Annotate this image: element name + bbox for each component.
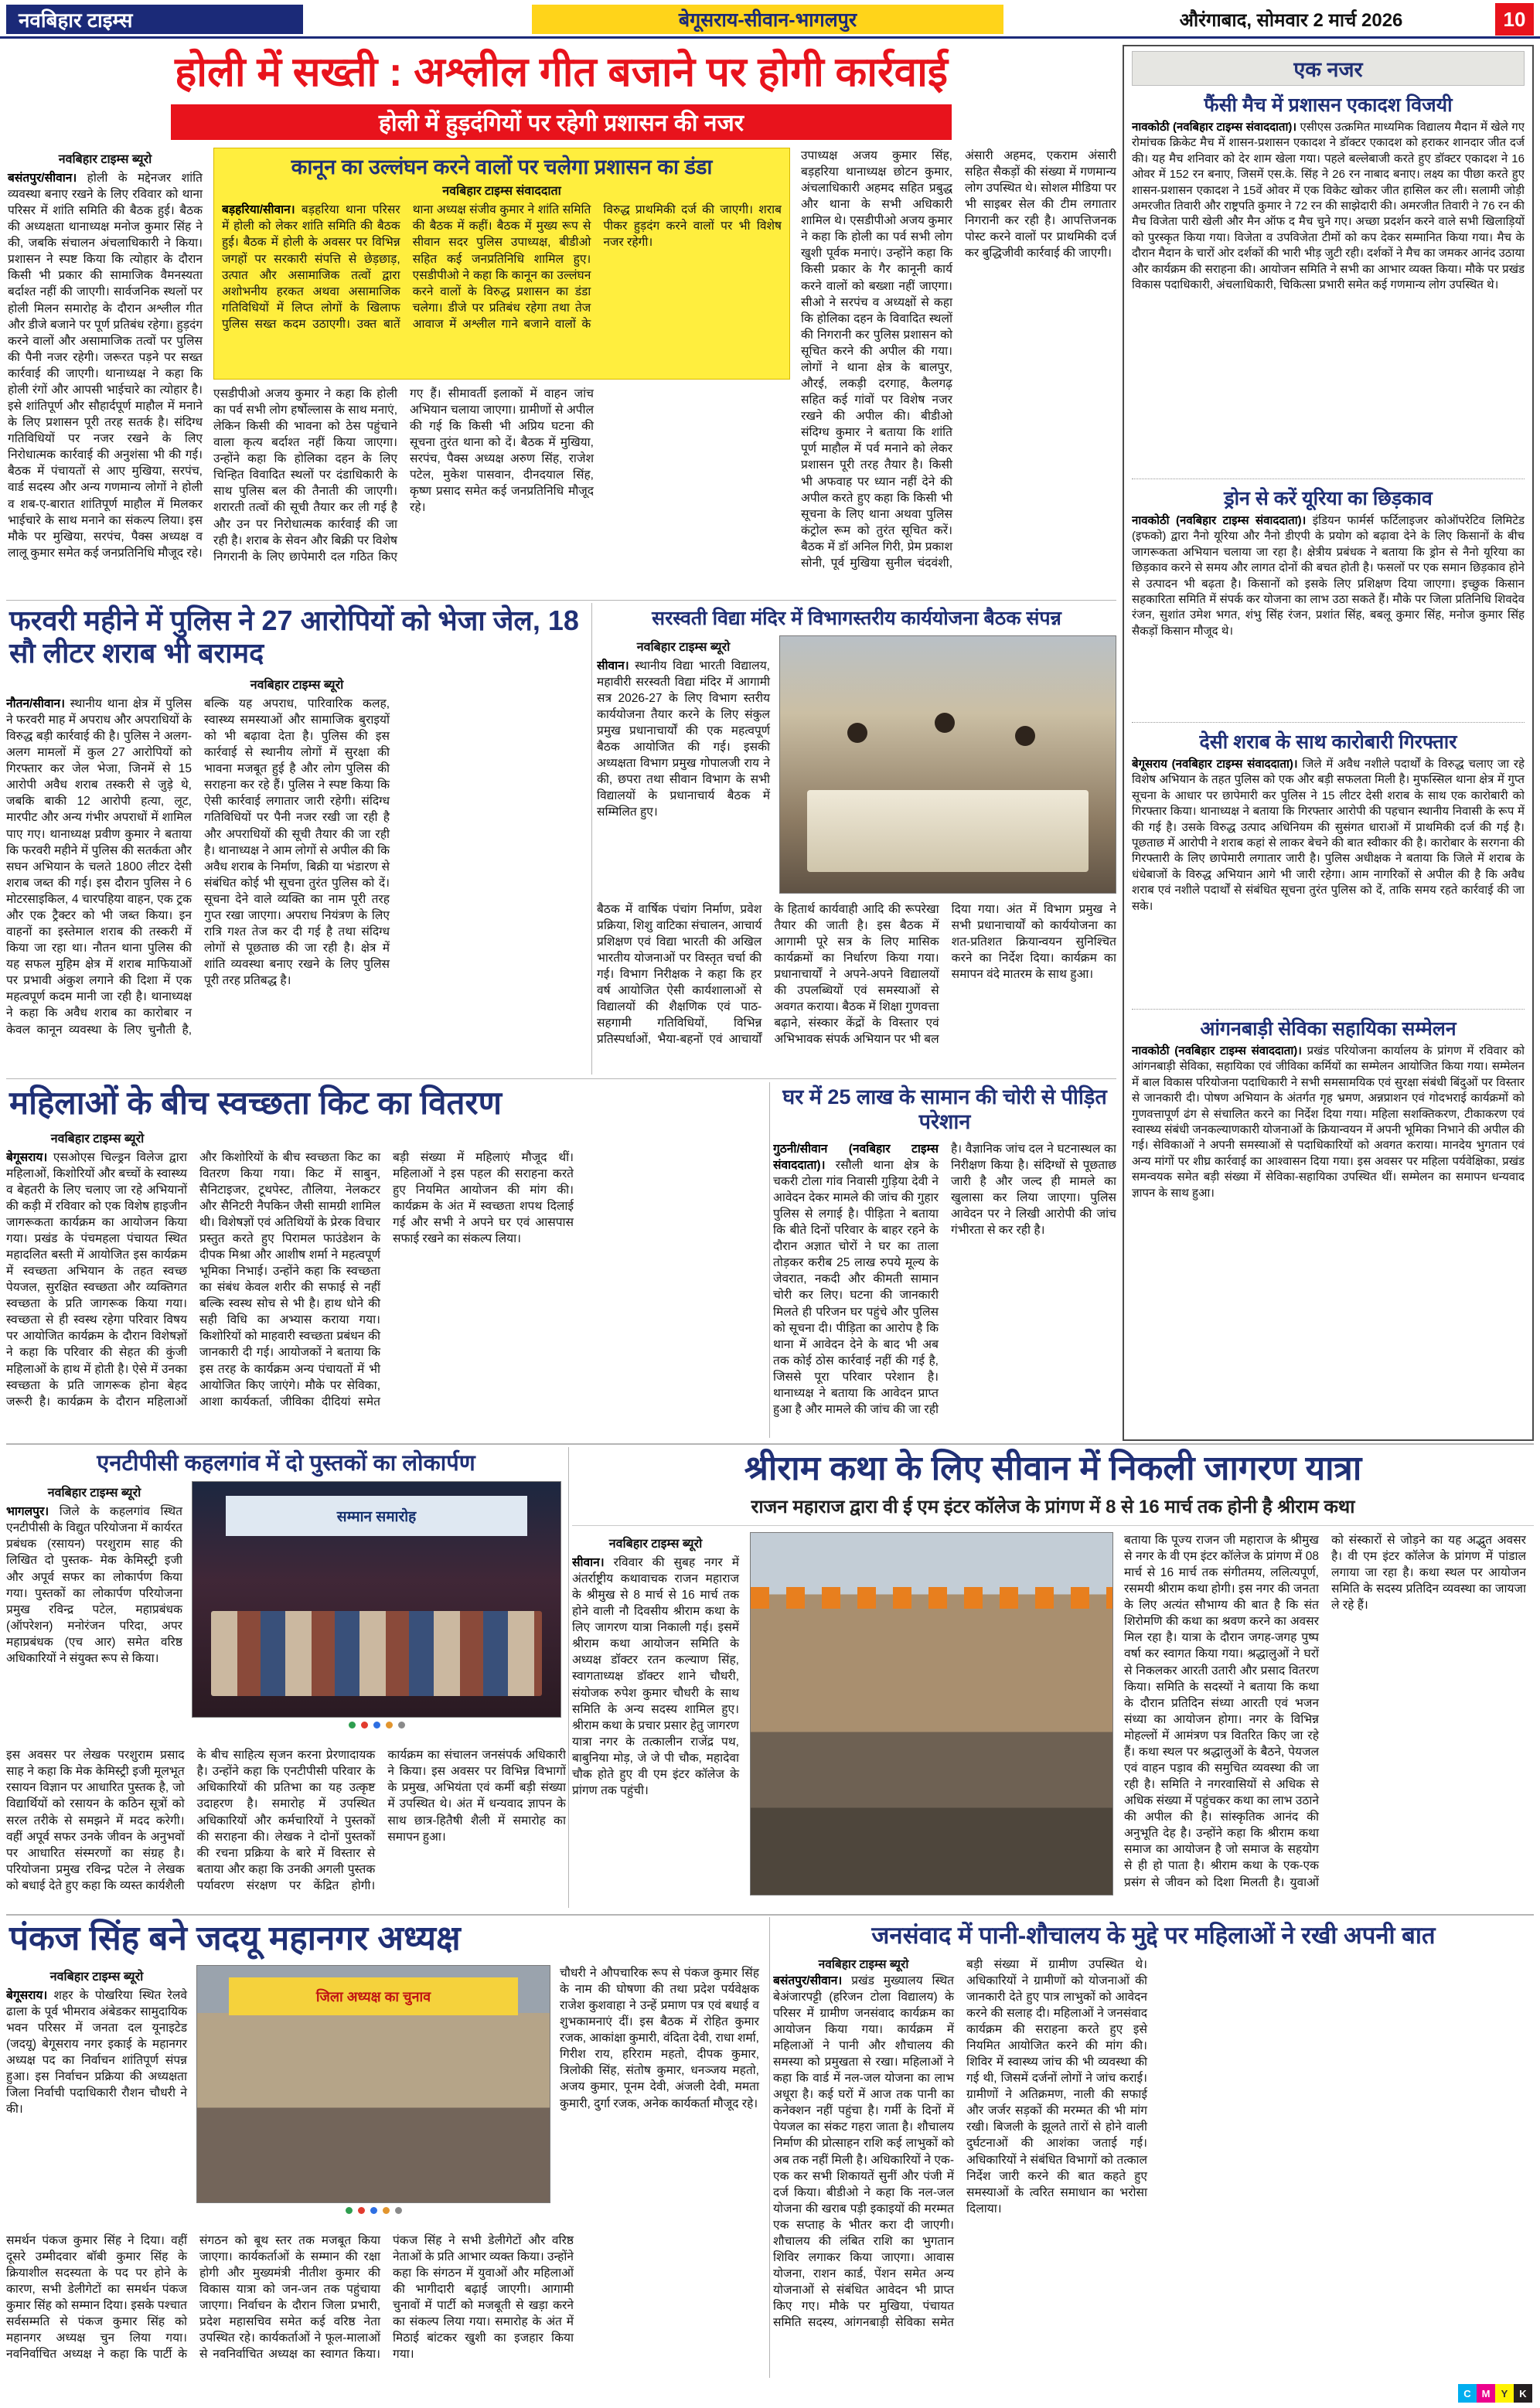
lead-subhead: होली में हुड़दंगियों पर रहेगी प्रशासन की नजर — [378, 111, 744, 137]
ek-najar-sidebar — [1123, 45, 1534, 1441]
body-copy: प्रखंड परियोजना कार्यालय के प्रांगण में रविवार को आंगनबाड़ी सेविका, सहायिका एवं जीविका कर्मियों का सम्मेलन आयोजित किया गया। सम्मेलन में बाल विकास परियोजना पदाधिकारी ने सभी समसामयिक एवं सुरक्षा संबंधी बिंदुओं पर विस्तार से जानकारी दी। पोषण अभियान के अंतर्गत गृह भ्रमण, अन्नप्राशन एवं गोदभराई कार्यक्रमों को गुणवत्तापूर्ण ढंग से संचालित करने का निर्देश दिया गया। महिला सशक्तिकरण, टीकाकरण एवं स्वास्थ्य संबंधी जनकल्याणकारी योजनाओं के क्रियान्वयन में अपनी भूमिका निभाने की अपील की गई। सेविकाओं ने अपनी समस्याओं से पदाधिकारियों को अवगत कराया। मानदेय भुगतान एवं अन्य मांगों पर शीघ्र कार्रवाई का आश्वासन दिया गया। इस अवसर पर महिला पर्यवेक्षिका, प्रखंड समन्वयक समेत बड़ी संख्या में सेविका-सहायिका उपस्थित थीं। सम्मेलन का समापन धन्यवाद ज्ञापन के साथ हुआ। — [1132, 1044, 1525, 1200]
article-law-box — [213, 148, 790, 380]
article-headline: पंकज सिंह बने जदयू महानगर अध्यक्ष — [9, 1919, 461, 1957]
body-copy: रसौली थाना क्षेत्र के चकरी टोला गांव निवासी गुड़िया देवी ने आवेदन देकर मामले की जांच की गुहार पुलिस से लगाई है। पीड़िता ने बताया कि बीते दिनों परिवार के बाहर रहने के दौरान अज्ञात चोरों ने घर का ताला तोड़कर करीब 25 लाख रुपये मूल्य के जेवरात, नकदी और कीमती सामान चोरी कर लिए। घटना की जानकारी मिलते ही परिजन घर पहुंचे और पुलिस को सूचना दी। पीड़िता का आरोप है कि थाना में आवेदन देने के बाद भी अब तक कोई ठोस कार्रवाई नहीं की गई है, जिससे पूरा परिवार परेशान है। थानाध्यक्ष ने बताया कि आवेदन प्राप्त हुआ है और मामले की जांच की जा रही है। वैज्ञानिक जांच दल ने घटनास्थल का निरीक्षण किया है। संदिग्धों से पूछताछ जारी है और जल्द ही मामले का खुलासा कर लिया जाएगा। पुलिस आवेदन पर ने लिखी आरोपी की जांच गंभीरता से कर रही है। — [773, 1142, 1116, 1416]
photo-people-shape — [211, 1611, 542, 1695]
divider — [591, 603, 592, 1075]
article-body — [597, 658, 770, 821]
article-body — [6, 696, 390, 1042]
byline: नवबिहार टाइम्स ब्यूरो — [58, 152, 152, 166]
page-header — [0, 0, 1540, 39]
dot — [358, 2207, 365, 2214]
article-body — [773, 1957, 1147, 2340]
article-body — [6, 1150, 574, 1411]
dateline: गुठनी/सीवान (नवबिहार टाइम्स संवाददाता)। — [773, 1142, 939, 1172]
photo-person-shape — [1015, 726, 1035, 746]
article-body — [572, 1555, 739, 1799]
byline: नवबिहार टाइम्स ब्यूरो — [250, 678, 344, 692]
body-copy: बड़हरिया थाना परिसर में होली को लेकर शांति समिति की बैठक हुई। बैठक में होली के अवसर पर विभिन्न जगहों पर सरकारी संपत्ति से छेड़छाड़, उत्पात और असामाजिक तत्वों द्वारा अशोभनीय हरकत अथवा असामाजिक गतिविधियों में लिप्त लोगों के खिलाफ पुलिस सख्त कदम उठाएगी। उक्त बातें थाना अध्यक्ष संजीव कुमार ने शांति समिति की बैठक में कहीं। बैठक में मुख्य रूप से सीवान सदर पुलिस उपाध्यक्ष, बीडीओ सहित कई जनप्रतिनिधि शामिल हुए। एसडीपीओ ने कहा कि कानून का उल्लंघन करने वालों के विरुद्ध प्रशासन का डंडा चलेगा। डीजे पर प्रतिबंध रहेगा तथा तेज आवाज में अश्लील गाने बजाने वालों के विरुद्ध प्राथमिकी दर्ज की जाएगी। शराब पीकर हुड़दंग करने वालों पर भी विशेष नजर रहेगी। — [222, 203, 782, 331]
article-holi-lead — [6, 45, 1116, 597]
body-copy: जिले में अवैध नशीले पदार्थों के विरुद्ध चलाए जा रहे विशेष अभियान के तहत पुलिस को एक और बड़ी सफलता मिली है। मुफस्सिल थाना क्षेत्र में गुप्त सूचना के आधार पर छापेमारी कर पुलिस ने 15 लीटर देसी शराब के साथ एक कारोबारी को गिरफ्तार किया। थानाध्यक्ष ने बताया कि गिरफ्तार आरोपी की पहचान स्थानीय निवासी के रूप में की गई है। उसके विरुद्ध उत्पाद अधिनियम की सुसंगत धाराओं में प्राथमिकी दर्ज की गई है। पूछताछ में आरोपी ने शराब कहां से लाकर बेचने की बात स्वीकार की है। कारोबार के सरगना की गिरफ्तारी के लिए छापेमारी लगातार जारी है। पुलिस अधीक्षक ने बताया कि जिले में शराब के धंधेबाजों के विरुद्ध अभियान आगे भी जारी रहेगा। आम नागरिकों से अपील की है कि अवैध शराब एवं नशीले पदार्थों से संबंधित सूचना तुरंत पुलिस को दें, ताकि समय रहते कार्रवाई की जा सके। — [1132, 758, 1525, 913]
article-body — [6, 1504, 182, 1667]
byline: नवबिहार टाइम्स ब्यूरो — [47, 1487, 141, 1500]
article-headline: श्रीराम कथा के लिए सीवान में निकली जागरण यात्रा — [744, 1449, 1362, 1487]
body-copy: इंडियन फार्मर्स फर्टिलाइजर कोऑपरेटिव लिमिटेड (इफको) द्वारा नैनो यूरिया और नैनो डीएपी के प्रयोग को बढ़ावा देने के लिए किसानों के बीच जागरूकता अभियान चलाया जा रहा है। क्षेत्रीय प्रबंधक ने बताया कि ड्रोन से नैनो यूरिया का छिड़काव करने से समय और लागत दोनों की बचत होती है। फसलों पर एक समान छिड़काव होने से उत्पादन भी बढ़ता है। किसानों को इसके लिए प्रशिक्षण दिया जाएगा। इच्छुक किसान सहकारिता समिति में संपर्क कर योजना का लाभ उठा सकते हैं। मौके पर जिला प्रतिनिधि शिवदेव रंजन, सुशांत उमेश भगत, शंभु सिंह रंजन, प्रशांत सिंह, बबलू कुमार सिंह, मनोज कुमार सिंह सैकड़ों किसान मौजूद थे। — [1132, 514, 1525, 638]
photo-table-shape — [807, 790, 1089, 872]
law-box-headline: कानून का उल्लंघन करने वालों पर चलेगा प्रशासन का डंडा — [291, 155, 713, 179]
page-number-label: 10 — [1503, 7, 1526, 31]
dateline: बड़हरिया/सीवान। — [222, 203, 295, 217]
article-headline: फरवरी महीने में पुलिस ने 27 आरोपियों को भेजा जेल, 18 सौ लीटर शराब भी बरामद — [9, 605, 579, 669]
dateline: भागलपुर। — [6, 1505, 49, 1519]
ek-najar-headline: देसी शराब के साथ कारोबारी गिरफ्तार — [1199, 731, 1457, 753]
byline: नवबिहार टाइम्स ब्यूरो — [636, 640, 731, 654]
byline: नवबिहार टाइम्स ब्यूरो — [608, 1537, 703, 1551]
divider — [6, 1078, 1116, 1079]
paper-name: नवबिहार टाइम्स — [19, 9, 133, 32]
dot — [373, 1722, 380, 1729]
divider — [6, 600, 1116, 601]
article-headline: एनटीपीसी कहलगांव में दो पुस्तकों का लोकार्पण — [97, 1451, 475, 1476]
article-body: इस अवसर पर लेखक परशुराम प्रसाद साह ने कहा कि मेक केमिस्ट्री इजी मूलभूत रसायन विज्ञान पर आधारित पुस्तक है, जो विद्यार्थियों को रसायन के कठिन सूत्रों को सरल तरीके से समझने में मदद करेगी। वहीं अपूर्व सफर उनके जीवन के अनुभवों पर आधारित संस्मरणों का संग्रह है। परियोजना प्रमुख रविन्द्र पटेल ने लेखक को बधाई देते हुए कहा कि व्यस्त कार्यशैली के बीच साहित्य सृजन करना प्रेरणादायक है। उन्होंने कहा कि एनटीपीसी परिवार के अधिकारियों की प्रतिभा का यह उत्कृष्ट उदाहरण है। समारोह में उपस्थित अधिकारियों और कर्मचारियों ने पुस्तकों की सराहना की। लेखक ने दोनों पुस्तकों की रचना प्रक्रिया के बारे में विस्तार से बताया और कहा कि उनकी अगली पुस्तक पर्यावरण संरक्षण पर केंद्रित होगी। कार्यक्रम का संचालन जनसंपर्क अधिकारी ने किया। इस अवसर पर विभिन्न विभागों के प्रमुख, अभियंता एवं कर्मी बड़ी संख्या में उपस्थित थे। अंत में धन्यवाद ज्ञापन के साथ छात्र-हितैषी शैली में समारोह का समापन हुआ। — [6, 1749, 566, 1892]
article-intro-column — [6, 1481, 182, 1741]
article-ntpc-book-launch — [6, 1447, 566, 1911]
divider — [769, 1917, 770, 2378]
dot — [361, 1722, 368, 1729]
lead-mid-bottom — [213, 386, 790, 574]
dot — [349, 1722, 356, 1729]
dateline: बेगूसराय। — [6, 1150, 48, 1164]
article-shriram-yatra — [572, 1447, 1534, 1911]
dateline: बसंतपुर/सीवान। — [8, 171, 77, 185]
ek-najar-item — [1132, 94, 1525, 479]
photo-jagran-yatra — [750, 1532, 1113, 1895]
body-copy: शहर के पोखरिया स्थित रेलवे ढाला के पूर्व भीमराव अंबेडकर सामुदायिक भवन परिसर में जनता दल यूनाइटेड (जदयू) बेगूसराय नगर इकाई के महानगर अध्यक्ष पद का निर्वाचन शांतिपूर्ण संपन्न हुआ। इस निर्वाचन प्रक्रिया की अध्यक्षता जिला निर्वाची पदाधिकारी रौशन चौधरी ने की। — [6, 1988, 187, 2117]
ek-najar-title: एक नजर — [1132, 51, 1525, 86]
article-columns — [6, 1150, 767, 1411]
body-copy: रविवार की सुबह नगर में अंतर्राष्ट्रीय कथावाचक राजन महाराज के श्रीमुख से 8 मार्च से 16 मार्च तक होने वाली नौ दिवसीय श्रीराम कथा के लिए जागरण यात्रा निकाली गई। इसमें श्रीराम कथा आयोजन समिति के अध्यक्ष डॉक्टर रतन कल्याण सिंह, स्वागताध्यक्ष डॉक्टर शाने चौधरी, संयोजक रुपेश कुमार चौधरी के साथ समिति के अन्य सदस्य शामिल हुए। श्रीराम कथा के प्रचार प्रसार हेतु जागरण यात्रा नगर के तत्कालीन राजेंद्र पथ, बाबुनिया मोड़, जे जे पी चौक, महादेवा चौक होते हुए वी एम इंटर कॉलेज के प्रांगण तक पहुंची। — [572, 1555, 739, 1797]
byline: नवबिहार टाइम्स ब्यूरो — [50, 1132, 145, 1146]
divider — [6, 1443, 1534, 1445]
divider — [568, 1447, 569, 1908]
dot — [386, 1722, 393, 1729]
article-body: उपाध्यक्ष अजय कुमार सिंह, बड़हरिया थानाध्यक्ष छोटन कुमार, अंचलाधिकारी अहमद सहित प्रबुद्ध और थाना के सभी अधिकारी शामिल थे। एसडीपीओ अजय कुमार ने कहा कि होली का पर्व सभी लोग खुशी पूर्वक मनाएं। उन्होंने कहा कि किसी प्रकार के गैर कानूनी कार्य करने वालों को बख्शा नहीं जाएगा। सीओ ने सरपंच व अध्यक्षों से कहा कि होलिका दहन के विवादित स्थलों की निगरानी कर पुलिस प्रशासन को सूचित करने की अपील की गया। लोगों ने थाना क्षेत्र के बालपुर, औरई, लकड़ी दरगाह, कैलगढ़ सहित कई गांवों पर विशेष नजर रखने की अपील की। बीडीओ संदिग्ध कुमार ने बताया कि शांति पूर्ण माहौल में पर्व मनाने को लेकर प्रशासन पूरी तरह तैयार है। किसी भी अफवाह पर ध्यान नहीं देने की अपील करते हुए कहा कि किसी भी सूचना के लिए थाना अथवा पुलिस कंट्रोल रूम को तुरंत सूचित करें। बैठक में डॉ अनिल गिरी, प्रेम प्रकाश सोनी, पूर्व मुखिया सुनील चंदवंशी, अंसारी अहमद, एकराम अंसारी सहित सैकड़ों की संख्या में गणमान्य लोग उपस्थित थे। सोशल मीडिया पर भी साइबर सेल की टीम लगातार निगरानी कर रही है। आपत्तिजनक पोस्ट करने वालों पर प्राथमिकी दर्ज कर बुद्धिजीवी कार्रवाई की जाएगी। — [801, 148, 1116, 570]
body-copy: एसओएस चिल्ड्रन विलेज द्वारा महिलाओं, किशोरियों और बच्चों के स्वास्थ्य व बेहतरी के लिए चलाए जा रहे अभियानों की कड़ी में रविवार को एक विशेष हाइजीन जागरूकता कार्यक्रम का आयोजन किया गया। प्रखंड के पंचमहला पंचायत स्थित महादलित बस्ती में आयोजित इस कार्यक्रम में स्वच्छता अभियान के तहत स्वच्छ पेयजल, सुरक्षित स्वच्छता और व्यक्तिगत स्वच्छता के प्रति जागरूक किया गया। स्वच्छता से ही स्वस्थ रहेगा परिवार विषय पर आयोजित कार्यक्रम के दौरान विशेषज्ञों ने कहा कि परिवार की सेहत की कुंजी महिलाओं के हाथ में होती है। ऐसे में उनका स्वच्छता के प्रति जागरूक होना बेहद जरूरी है। कार्यक्रम के दौरान महिलाओं और किशोरियों के बीच स्वच्छता किट का वितरण किया गया। किट में साबुन, सैनिटाइजर, टूथपेस्ट, तौलिया, नेलकटर और सैनिटरी नैपकिन जैसी सामग्री शामिल थी। विशेषज्ञों एवं अतिथियों के प्रेरक विचार प्रस्तुत करते हुए पिरामल फाउंडेशन के दीपक मिश्रा और आशीष शर्मा ने महत्वपूर्ण भूमिका निभाई। उन्होंने कहा कि स्वच्छता का संबंध केवल शरीर की सफाई से नहीं बल्कि स्वस्थ सोच से भी है। हाथ धोने की सही विधि का अभ्यास कराया गया। किशोरियों को माहवारी स्वच्छता प्रबंधन की जानकारी दी गई। आयोजकों ने बताया कि इस तरह के कार्यक्रम अन्य पंचायतों में भी आयोजित किए जाएंगे। मौके पर सेविका, आशा कार्यकर्ता, जीविका दीदियां समेत बड़ी संख्या में महिलाएं मौजूद थीं। महिलाओं ने इस पहल की सराहना करते हुए नियमित आयोजन की मांग की। कार्यक्रम के अंत में स्वच्छता शपथ दिलाई गई और सभी ने अपने घर एवं आसपास सफाई रखने का संकल्प लिया। — [6, 1150, 574, 1408]
body-copy: एसीएस उत्क्रमित माध्यमिक विद्यालय मैदान में खेले गए रोमांचक क्रिकेट मैच में शासन-प्रशासन एकादश ने डॉक्टर एकादश को हराकर शानदार जीत दर्ज की। यह मैच शनिवार को देर शाम खेला गया। पहले बल्लेबाजी करते हुए डॉक्टर एकादश ने 16 ओवर में 152 रन बनाए, जिसमें एस.के. सिंह ने 26 रन नाबाद बनाए। लक्ष्य का पीछा करते हुए शासन-प्रशासन एकादश ने 15वें ओवर में एक विकेट खोकर जीत हासिल कर ली। सलामी जोड़ी अमरजीत तिवारी और राष्ट्रपति कुमार ने 72 रन की साझेदारी की। अमरजीत तिवारी ने 76 रन की मैच विजेता पारी खेली और मैन ऑफ द मैच चुने गए। अच्छा प्रदर्शन करने वाले सभी खिलाड़ियों को पुरस्कृत किया गया। विजेता व उपविजेता टीमों को कप देकर सम्मानित किया गया। मैच के दौरान मैदान के चारों ओर दर्शकों की भारी भीड़ जुटी रही। दर्शकों ने मैच का जमकर आनंद उठाया और कार्यक्रम की सराहना की। आयोजन समिति ने सभी का आभार व्यक्त किया। मौके पर प्रखंड विकास पदाधिकारी, अंचलाधिकारी, चिकित्सा प्रभारी समेत कई गणमान्य लोग उपस्थित थे। — [1132, 121, 1525, 291]
article-columns — [6, 2233, 767, 2376]
article-swachhta-kit — [6, 1082, 767, 1439]
lead-column-mid — [213, 148, 790, 581]
article-body — [1132, 120, 1525, 293]
photo-dots — [192, 1722, 561, 1729]
article-side-column — [560, 1965, 759, 2228]
ek-najar-body — [1132, 1044, 1525, 1339]
body-copy: होली के मद्देनजर शांति व्यवस्था बनाए रखने के लिए रविवार को थाना परिसर में शांति समिति की बैठक हुई। बैठक की अध्यक्षता थानाध्यक्ष मनोज कुमार सिंह ने की, जबकि संचालन अंचलाधिकारी ने किया। प्रशासन ने स्पष्ट किया कि त्योहार के दौरान किसी भी प्रकार की सामाजिक वैमनस्यता बर्दाश्त नहीं की जाएगी। सार्वजनिक स्थलों पर होली मिलन समारोह के दौरान अश्लील गीत और डीजे बजाने पर पूर्ण प्रतिबंध रहेगा। हुड़दंग करने वालों और असामाजिक तत्वों पर पुलिस की पैनी नजर रहेगी। जरूरत पड़ने पर सख्त कार्रवाई की जाएगी। थानाध्यक्ष ने कहा कि होली रंगों और आपसी भाईचारे का त्योहार है। इसे शांतिपूर्ण और सौहार्दपूर्ण माहौल में मनाने के लिए प्रशासन पूरी तरह सतर्क है। संदिग्ध गतिविधियों पर नजर रखने के लिए निरोधात्मक कार्रवाई की अनुशंसा भी की गई। बैठक में पंचायतों से आए मुखिया, सरपंच, वार्ड सदस्य और अन्य गणमान्य लोगों ने होली व शब-ए-बारात शांतिपूर्ण माहौल में मिलकर भाईचारे के साथ मनाने का संकल्प लिया। इस मौके पर मुखिया, सरपंच, पैक्स अध्यक्ष व लालू कुमार समेत कई जनप्रतिनिधि मौजूद रहे। — [8, 171, 203, 560]
photo-block — [192, 1481, 561, 1741]
dateline: बसंतपुर/सीवान। — [773, 1974, 843, 1987]
ek-najar-headline: फैंसी मैच में प्रशासन एकादश विजयी — [1204, 94, 1453, 116]
article-body — [222, 202, 782, 347]
article-body: बैठक में वार्षिक पंचांग निर्माण, प्रवेश प्रक्रिया, शिशु वाटिका संचालन, आचार्य प्रशिक्षण एवं विद्या भारती की अखिल भारतीय योजनाओं पर विस्तृत चर्चा की गई। विभाग निरीक्षक ने कहा कि हर वर्ष आयोजित ऐसी कार्यशालाओं से विद्यालयों की शैक्षणिक एवं पाठ-सहगामी गतिविधियों, विभिन्न प्रतिस्पर्धाओं, भैया-बहनों एवं आचार्यों के हितार्थ कार्यवाही आदि की रूपरेखा तैयार की जाती है। इस बैठक में आगामी पूरे सत्र के लिए मासिक कार्यक्रमों का निर्धारण किया गया। प्रधानाचार्यों ने अपने-अपने विद्यालयों की उपलब्धियों एवं समस्याओं से अवगत कराया। बैठक में शिक्षा गुणवत्ता बढ़ाने, संस्कार केंद्रों के विस्तार एवं अभिभावक संपर्क अभियान पर भी बल दिया गया। अंत में विभाग प्रमुख ने सभी प्रधानाचार्यों को कार्ययोजना का शत-प्रतिशत क्रियान्वयन सुनिश्चित करने का निर्देश दिया। कार्यक्रम का समापन वंदे मातरम के साथ हुआ। — [597, 902, 1116, 1047]
paper-masthead — [6, 5, 303, 34]
article-body: एसडीपीओ अजय कुमार ने कहा कि होली का पर्व सभी लोग हर्षोल्लास के साथ मनाएं, लेकिन किसी की भावना को ठेस पहुंचाने वाला कृत्य बर्दाश्त नहीं किया जाएगा। उन्होंने कहा कि होलिका दहन के लिए चिन्हित विवादित स्थलों पर दंडाधिकारी के साथ पुलिस बल की तैनाती की जाएगी। शरारती तत्वों की सूची तैयार कर ली गई है और उन पर निरोधात्मक कार्रवाई की जा रही है। शराब के सेवन और बिक्री पर विशेष निगरानी के लिए छापेमारी दल गठित किए गए हैं। सीमावर्ती इलाकों में वाहन जांच अभियान चलाया जाएगा। ग्रामीणों से अपील की गई कि किसी भी अप्रिय घटना की सूचना तुरंत थाना को दें। बैठक में मुखिया, सरपंच, पैक्स अध्यक्ष अरुण सिंह, राजेश पटेल, मुकेश पासवान, दीनदयाल सिंह, कृष्ण प्रसाद समेत कई जनप्रतिनिधि मौजूद रहे। — [213, 387, 594, 564]
dateline: नावकोठी (नवबिहार टाइम्स संवाददाता)। — [1132, 514, 1307, 527]
article-intro-column — [6, 1965, 187, 2228]
article-pankaj-jdu — [6, 1917, 767, 2381]
edition-date-label: औरंगाबाद, सोमवार 2 मार्च 2026 — [1179, 9, 1403, 31]
lead-headline: होली में सख्ती : अश्लील गीत बजाने पर होगी कार्रवाई — [175, 49, 948, 95]
photo-banner-text: जिला अध्यक्ष का चुनाव — [229, 1977, 518, 2015]
cmyk-print-mark — [1458, 2384, 1532, 2403]
dateline: नावकोठी (नवबिहार टाइम्स संवाददाता)। — [1132, 1044, 1302, 1058]
article-body — [1132, 513, 1525, 639]
article-intro-column — [597, 635, 770, 895]
body-copy: जिले के कहलगांव स्थित एनटीपीसी के विद्युत परियोजना में कार्यरत प्रबंधक (रसायन) परशुराम साह की लिखित दो पुस्तक- मेक केमिस्ट्री इजी और अपूर्व सफर का लोकार्पण किया गया। पुस्तकों का लोकार्पण परियोजना प्रमुख रविन्द्र पटेल, महाप्रबंधक (ऑपरेशन) मनोरंजन परिदा, अपर महाप्रबंधक (एच आर) समेत वरिष्ठ अधिकारियों ने संयुक्त रूप से किया। — [6, 1505, 182, 1665]
dot — [383, 2207, 390, 2214]
photo-ntpc-stage — [192, 1481, 561, 1718]
article-columns — [773, 1957, 1534, 2340]
dateline: सीवान। — [572, 1555, 605, 1569]
body-copy: प्रखंड मुख्यालय स्थित बेअंजारपट्टी (हरिजन टोला विद्यालय) के परिसर में ग्रामीण जनसंवाद कार्यक्रम का आयोजन किया गया। कार्यक्रम में महिलाओं ने पानी और शौचालय की समस्या को प्रमुखता से रखा। महिलाओं ने कहा कि वार्ड में नल-जल योजना का लाभ अधूरा है। कई घरों में आज तक पानी का कनेक्शन नहीं पहुंचा है। गर्मी के दिनों में पेयजल का संकट गहरा जाता है। शौचालय निर्माण की प्रोत्साहन राशि कई लाभुकों को अब तक नहीं मिली है। अधिकारियों ने एक-एक कर सभी शिकायतें सुनीं और पंजी में दर्ज किया। बीडीओ ने कहा कि नल-जल योजना की खराब पड़ी इकाइयों की मरम्मत एक सप्ताह के भीतर करा दी जाएगी। शौचालय की लंबित राशि का भुगतान शिविर लगाकर किया जाएगा। आवास योजना, राशन कार्ड, पेंशन समेत अन्य योजनाओं से संबंधित आवेदन भी प्राप्त किए गए। मौके पर मुखिया, पंचायत समिति सदस्य, आंगनबाड़ी सेविका समेत बड़ी संख्या में ग्रामीण उपस्थित थे। अधिकारियों ने ग्रामीणों को योजनाओं की जानकारी देते हुए पात्र लाभुकों को आवेदन करने की सलाह दी। महिलाओं ने जनसंवाद कार्यक्रम की सराहना करते हुए इसे नियमित आयोजित करने की मांग की। शिविर में स्वास्थ्य जांच की भी व्यवस्था की गई थी, जिसमें दर्जनों लोगों ने जांच कराई। ग्रामीणों ने अतिक्रमण, नाली की सफाई और जर्जर सड़कों की मरम्मत की भी मांग रखी। बिजली के झूलते तारों से होने वाली दुर्घटनाओं की आशंका जताई गई। अधिकारियों ने संबंधित विभागों को तत्काल निर्देश जारी करने की बात कहते हुए समस्याओं के त्वरित समाधान का भरोसा दिलाया। — [773, 1957, 1147, 2330]
article-body: बताया कि पूज्य राजन जी महाराज के श्रीमुख से नगर के वी एम इंटर कॉलेज के प्रांगण में 08 मार्च से 16 मार्च तक संगीतमय, ललित्यपूर्ण, रसमयी श्रीराम कथा होगी। इस नगर की जनता के लिए अत्यंत सौभाग्य की बात है कि संत शिरोमणि की कथा का श्रवण करने का अवसर मिल रहा है। यात्रा के दौरान जगह-जगह पुष्प वर्षा कर स्वागत किया गया। श्रद्धालुओं ने घरों से निकलकर आरती उतारी और प्रसाद वितरण किया। समिति के सदस्यों ने बताया कि कथा के दौरान प्रतिदिन संध्या आरती एवं भजन संध्या का आयोजन होगा। नगर के विभिन्न मोहल्लों में आमंत्रण पत्र वितरित किए जा रहे हैं। कथा स्थल पर श्रद्धालुओं के बैठने, पेयजल एवं वाहन पड़ाव की समुचित व्यवस्था की जा रही है। समिति ने नगरवासियों से अधिक से अधिक संख्या में पहुंचकर कथा का लाभ उठाने की अपील की है। सांस्कृतिक आनंद की अनुभूति देह है। उन्होंने कहा कि श्रीराम कथा समाज का आयोजन है जो समाज के सहयोग से ही हो पाता है। श्रीराम कथा के एक-एक प्रसंग से जीवन को दिशा मिलती है। युवाओं को संस्कारों से जोड़ने का यह अद्भुत अवसर है। वी एम इंटर कॉलेज के प्रांगण में पांडाल लगाया जा रहा है। कथा स्थल पर आयोजन समिति के सदस्य प्रतिदिन व्यवस्था का जायजा ले रहे हैं। — [1124, 1533, 1526, 1889]
article-columns — [6, 1747, 566, 1906]
article-headline: जनसंवाद में पानी-शौचालय के मुद्दे पर महिलाओं ने रखी अपनी बात — [871, 1922, 1436, 1949]
cmyk-yellow: Y — [1495, 2384, 1514, 2403]
dot — [370, 2207, 377, 2214]
article-body: समर्थन पंकज कुमार सिंह ने दिया। वहीं दूसरे उम्मीदवार बॉबी कुमार सिंह के क्रियाशील सदस्यता के पद पर होने के कारण, सभी डेलीगेटों का समर्थन पंकज कुमार सिंह को सम्मान दिया। इसके पश्चात सर्वसम्मति से पंकज कुमार सिंह को महानगर अध्यक्ष चुन लिया गया। नवनिर्वाचित अध्यक्ष ने कहा कि पार्टी के संगठन को बूथ स्तर तक मजबूत किया जाएगा। कार्यकर्ताओं के सम्मान की रक्षा होगी और मुख्यमंत्री नीतीश कुमार की विकास यात्रा को जन-जन तक पहुंचाया जाएगा। निर्वाचन के दौरान जिला प्रभारी, प्रदेश महासचिव समेत कई वरिष्ठ नेता उपस्थित रहे। कार्यकर्ताओं ने फूल-मालाओं से नवनिर्वाचित अध्यक्ष का स्वागत किया। पंकज सिंह ने सभी डेलीगेटों और वरिष्ठ नेताओं के प्रति आभार व्यक्त किया। उन्होंने कहा कि संगठन में युवाओं और महिलाओं की भागीदारी बढ़ाई जाएगी। आगामी चुनावों में पार्टी को मजबूती से खड़ा करने का संकल्प लिया गया। समारोह के अंत में मिठाई बांटकर खुशी का इजहार किया गया। — [6, 2233, 574, 2362]
photo-block — [196, 1965, 550, 2228]
dot — [395, 2207, 402, 2214]
article-body — [8, 170, 203, 561]
article-body — [1132, 1044, 1525, 1201]
ek-najar-item — [1132, 487, 1525, 723]
article-headline: महिलाओं के बीच स्वच्छता किट का वितरण — [9, 1085, 502, 1121]
article-body-row — [572, 1532, 1534, 1897]
ek-najar-body — [1132, 757, 1525, 1003]
ek-najar-headline: ड्रोन से करें यूरिया का छिड़काव — [1224, 488, 1433, 509]
page-number — [1495, 3, 1534, 36]
photo-person-shape — [935, 713, 955, 733]
article-columns — [597, 901, 1116, 1056]
dateline: बेगूसराय। — [6, 1988, 48, 2002]
lead-right-columns — [801, 148, 1116, 581]
article-saraswati-meeting — [597, 603, 1116, 1075]
article-headline: घर में 25 लाख के सामान की चोरी से पीड़ित परेशान — [782, 1085, 1107, 1133]
article-body: चौधरी ने औपचारिक रूप से पंकज कुमार सिंह के नाम की घोषणा की तथा प्रदेश पर्यवेक्षक राजेश कुशवाहा ने उन्हें प्रमाण पत्र एवं बधाई व शुभकामनाएं दीं। इस बैठक में रोहित कुमार रजक, आकांक्षा कुमारी, वंदिता देवी, राधा शर्मा, गिरीश राय, हरिराम महतो, दीपक कुमार, त्रिलोकी सिंह, संतोष कुमार, धनञ्जय महतो, अजय कुमार, पूनम देवी, अंजली देवी, ममता कुमारी, दुर्गा रजक, अनेक कार्यकर्ता मौजूद रहे। — [560, 1966, 759, 2110]
article-jansamvad — [773, 1917, 1534, 2381]
photo-saraswati-meeting — [779, 635, 1116, 894]
article-top-row — [6, 1481, 566, 1741]
ek-najar-body — [1132, 513, 1525, 716]
lead-body — [6, 148, 1116, 581]
dot — [398, 1722, 405, 1729]
article-headline: सरस्वती विद्या मंदिर में विभागस्तरीय कार्ययोजना बैठक संपन्न — [652, 608, 1061, 629]
byline: नवबिहार टाइम्स संवाददाता — [442, 185, 561, 199]
lead-column-1 — [8, 148, 203, 581]
byline: नवबिहार टाइम्स ब्यूरो — [49, 1970, 144, 1984]
region-strip-label: बेगूसराय-सीवान-भागलपुर — [678, 9, 857, 31]
dot — [346, 2207, 353, 2214]
dateline: सीवान। — [597, 659, 629, 673]
article-columns — [773, 1141, 1116, 1429]
article-body — [6, 1987, 187, 2118]
region-strip — [532, 5, 1003, 34]
article-top-row — [597, 635, 1116, 895]
ek-najar-headline: आंगनबाड़ी सेविका सहायिका सम्मेलन — [1200, 1018, 1457, 1040]
ek-najar-item — [1132, 731, 1525, 1010]
article-columns — [1124, 1532, 1526, 1897]
byline: नवबिहार टाइम्स ब्यूरो — [818, 1957, 909, 1971]
ek-najar-body — [1132, 120, 1525, 472]
article-subhead: राजन महाराज द्वारा वी ई एम इंटर कॉलेज के प्रांगण में 8 से 16 मार्च तक होनी है श्रीराम कथा — [572, 1490, 1534, 1526]
cmyk-magenta: M — [1477, 2384, 1495, 2403]
divider — [6, 1914, 1534, 1916]
article-intro-column — [572, 1532, 739, 1897]
photo-dots — [196, 2207, 550, 2214]
article-theft-complaint — [773, 1082, 1116, 1439]
cmyk-cyan: C — [1458, 2384, 1477, 2403]
body-copy: स्थानीय विद्या भारती विद्यालय, महावीरी सरस्वती विद्या मंदिर में आगामी सत्र 2026-27 के लिए विभाग स्तरीय कार्ययोजना तैयार करने के लिए संकुल प्रमुख प्रधानाचार्यों की एक महत्वपूर्ण बैठक आयोजित की गई। इसकी अध्यक्षता विभाग प्रमुख गोपालजी राय ने की, छपरा तथा सीवान विभाग के सभी विद्यालयों के प्रधानाचार्य बैठक में सम्मिलित हुए। — [597, 659, 770, 819]
photo-banner-text: सम्मान समारोह — [226, 1496, 527, 1536]
ek-najar-item — [1132, 1017, 1525, 1345]
photo-person-shape — [847, 723, 867, 743]
article-february-arrests — [6, 603, 588, 1075]
dateline: नौतन/सीवान। — [6, 697, 65, 710]
article-top-row — [6, 1965, 767, 2228]
article-body — [773, 1141, 1116, 1429]
article-body — [1132, 757, 1525, 914]
photo-jdu-election — [196, 1965, 550, 2203]
dateline: बेगूसराय (नवबिहार टाइम्स संवाददाता)। — [1132, 758, 1298, 771]
cmyk-black: K — [1514, 2384, 1532, 2403]
photo-flags-shape — [751, 1587, 1112, 1609]
lead-subhead-bar — [171, 104, 952, 140]
article-columns — [6, 696, 588, 1042]
body-copy: स्थानीय थाना क्षेत्र में पुलिस ने फरवरी माह में अपराध और अपराधियों के विरुद्ध बड़ी कार्रवाई की है। पुलिस ने अलग-अलग मामलों में कुल 27 आरोपियों को गिरफ्तार कर जेल भेजा, जिनमें से 15 आरोपी अवैध शराब तस्करी से जुड़े थे, जबकि बाकी 12 आरोपी हत्या, लूट, मारपीट और अन्य गंभीर अपराधों में शामिल पाए गए। थानाध्यक्ष प्रवीण कुमार ने बताया कि फरवरी महीने में पुलिस की सतर्कता और सघन अभियान के चलते 1800 लीटर देसी शराब जब्त की गई। इस दौरान पुलिस ने 6 मोटरसाइकिल, 4 चारपहिया वाहन, एक ट्रक और एक ट्रैक्टर को भी जब्त किया। इन वाहनों का इस्तेमाल शराब की तस्करी में किया जा रहा था। नौतन थाना पुलिस की यह सफल मुहिम क्षेत्र में शराब माफियाओं पर प्रभावी अंकुश लगाने की दिशा में एक महत्वपूर्ण कदम मानी जा रही है। थानाध्यक्ष ने कहा कि अवैध शराब का कारोबार न केवल कानून व्यवस्था के लिए चुनौती है, बल्कि यह अपराध, पारिवारिक कलह, स्वास्थ्य समस्याओं और सामाजिक बुराइयों को भी बढ़ावा देता है। पुलिस की इस कार्रवाई से स्थानीय लोगों में सुरक्षा की भावना मजबूत हुई है और लोग पुलिस की सराहना कर रहे हैं। पुलिस ने स्पष्ट किया कि ऐसी कार्रवाई लगातार जारी रहेगी। संदिग्ध गतिविधियों पर पैनी नजर रखी जा रही है और अपराधियों की सूची तैयार की जा रही है। थानाध्यक्ष ने आम लोगों से अपील की कि अवैध शराब के निर्माण, बिक्री या भंडारण से संबंधित कोई भी सूचना तुरंत पुलिस को दें। सूचना देने वाले व्यक्ति का नाम पूरी तरह गुप्त रखा जाएगा। अपराध नियंत्रण के लिए रात्रि गश्त तेज कर दी गई है तथा संदिग्ध लोगों से पूछताछ की जा रही है। क्षेत्र में शांति व्यवस्था बनाए रखने के लिए पुलिस पूरी तरह प्रतिबद्ध है। — [6, 697, 390, 1037]
dateline: नावकोठी (नवबिहार टाइम्स संवाददाता)। — [1132, 121, 1297, 134]
divider — [769, 1082, 770, 1438]
edition-date — [1121, 5, 1461, 34]
law-box-body — [222, 202, 782, 347]
